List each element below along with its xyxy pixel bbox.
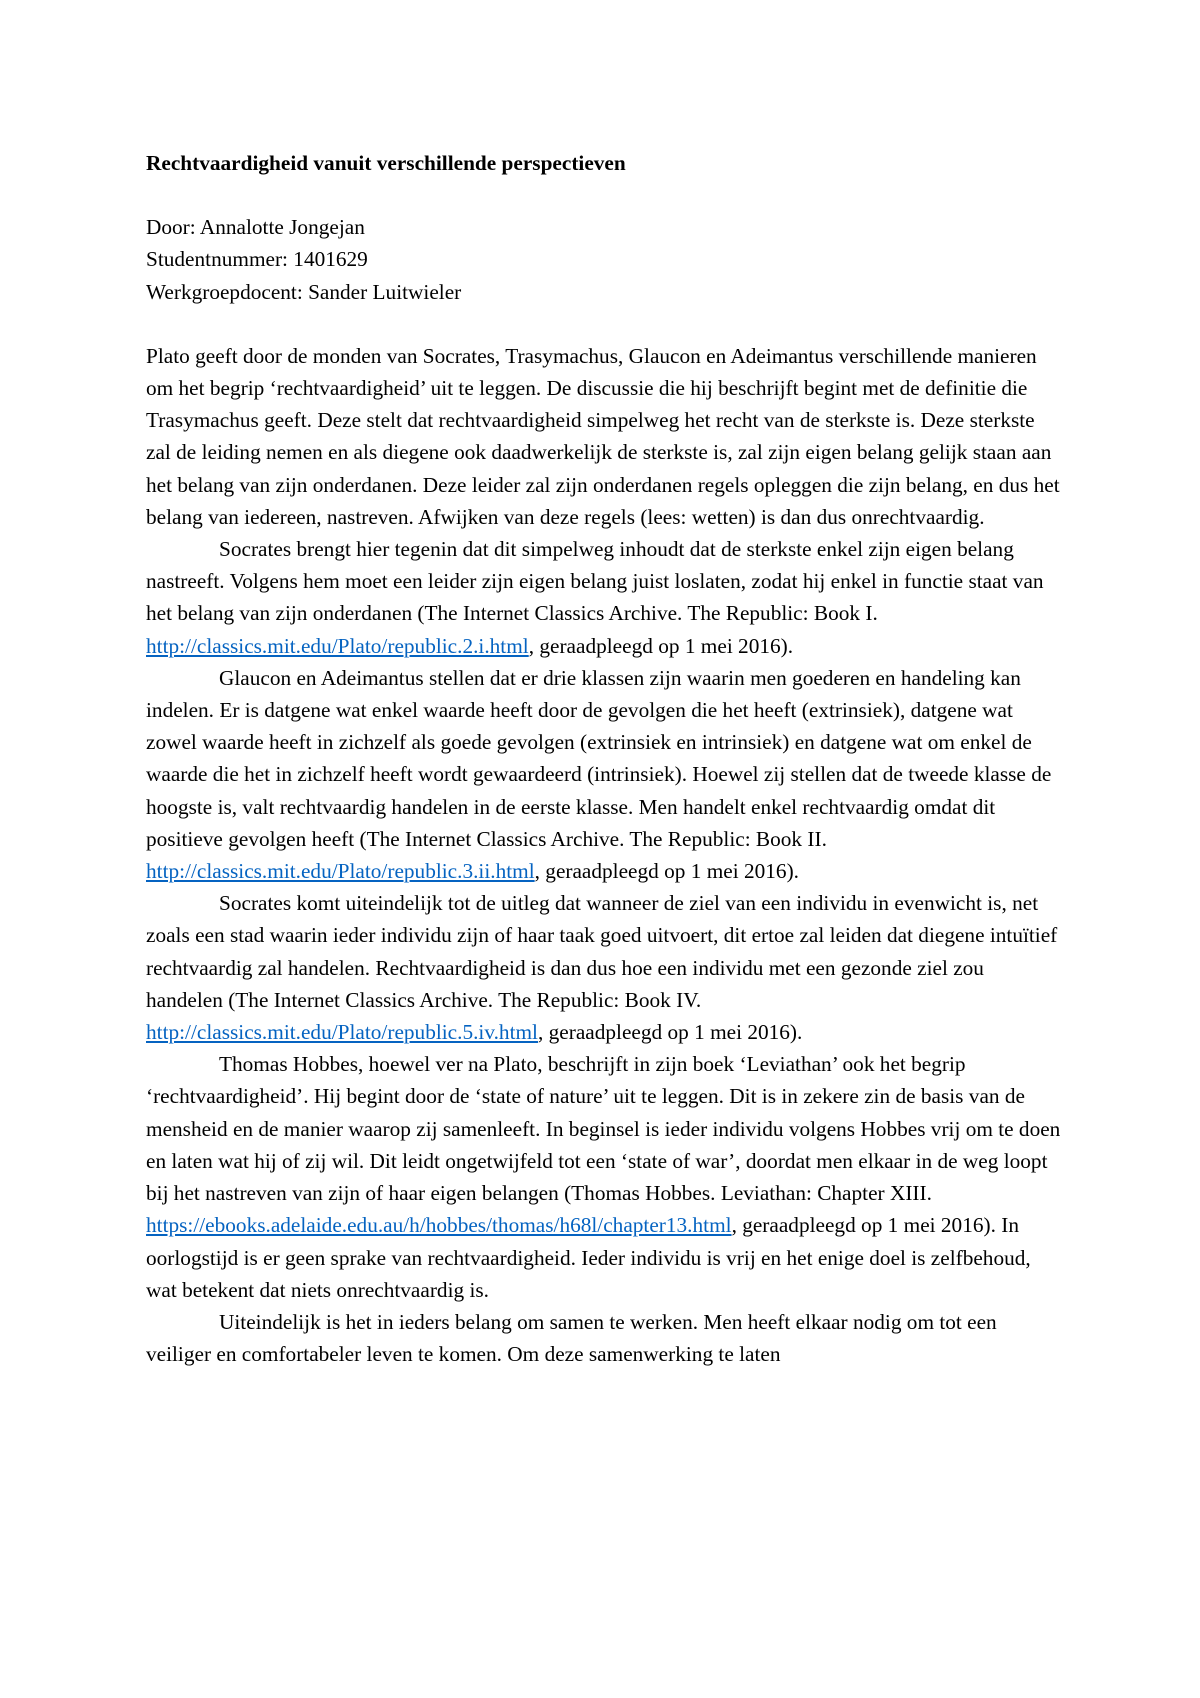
document-title: Rechtvaardigheid vanuit verschillende perspectieven: [146, 151, 626, 175]
paragraph-2: [146, 533, 1064, 662]
paragraph-3: [146, 662, 1064, 887]
document-meta: [146, 211, 1064, 308]
paragraph-4-tail: , geraadpleegd op 1 mei 2016).: [537, 1020, 803, 1045]
paragraph-5-tail: , geraadpleegd op 1 mei 2016). In oorlogstijd is er geen sprake van rechtvaardigheid. Ieder individu is vrij en het enige doel is zelfbehoud, wat betekent dat niets onrechtvaardig is.: [146, 1213, 1031, 1302]
paragraph-2-text: Socrates brengt hier tegenin dat dit simpelweg inhoudt dat de sterkste enkel zijn eigen belang nastreeft. Volgens hem moet een leider zijn eigen belang juist loslaten, zodat hij enkel in functie staat van het belang van zijn onderdanen (The Internet Classics Archive. The Republic: Book I.: [146, 537, 1044, 626]
student-number-line: Studentnummer: 1401629: [146, 247, 368, 272]
paragraph-5-text: Thomas Hobbes, hoewel ver na Plato, beschrijft in zijn boek ‘Leviathan’ ook het begrip ‘rechtvaardigheid’. Hij begint door de ‘state of nature’ uit te leggen. Dit is in zekere zin de basis van de mensheid en de manier waarop zij samenleeft. In beginsel is ieder individu volgens Hobbes vrij om te doen en laten wat hij of zij wil. Dit leidt ongetwijfeld tot een ‘state of war’, doordat men elkaar in de weg loopt bij het nastreven van zijn of haar eigen belangen (Thomas Hobbes. Leviathan: Chapter XIII.: [146, 1052, 1061, 1206]
document-body: [146, 147, 1064, 1370]
paragraph-4: [146, 887, 1064, 1048]
link-republic-book-1[interactable]: http://classics.mit.edu/Plato/republic.2.i.html: [146, 633, 529, 658]
paragraph-3-tail: , geraadpleegd op 1 mei 2016).: [534, 859, 799, 884]
paragraph-5: [146, 1048, 1064, 1306]
link-republic-book-2[interactable]: http://classics.mit.edu/Plato/republic.3.ii.html: [146, 859, 535, 884]
link-leviathan-chapter-13[interactable]: https://ebooks.adelaide.edu.au/h/hobbes/thomas/h68l/chapter13.html: [146, 1213, 732, 1238]
paragraph-1: Plato geeft door de monden van Socrates, Trasymachus, Glaucon en Adeimantus verschillende manieren om het begrip ‘rechtvaardigheid’ uit te leggen. De discussie die hij beschrijft begint met de definitie die Trasymachus geeft. Deze stelt dat rechtvaardigheid simpelweg het recht van de sterkste is. Deze sterkste zal de leiding nemen en als diegene ook daadwerkelijk de sterkste is, zal zijn eigen belang gelijk staan aan het belang van zijn onderdanen. Deze leider zal zijn onderdanen regels opleggen die zijn belang, en dus het belang van iedereen, nastreven. Afwijken van deze regels (lees: wetten) is dan dus onrechtvaardig.: [146, 343, 1060, 529]
teacher-line: Werkgroepdocent: Sander Luitwieler: [146, 279, 462, 304]
paragraph-4-text: Socrates komt uiteindelijk tot de uitleg dat wanneer de ziel van een individu in evenwicht is, net zoals een stad waarin ieder individu zijn of haar taak goed uitvoert, dit ertoe zal leiden dat diegene intuïtief rechtvaardig zal handelen. Rechtvaardigheid is dan dus hoe een individu met een gezonde ziel zou handelen (The Internet Classics Archive. The Republic: Book IV.: [146, 891, 1058, 1012]
author-line: Door: Annalotte Jongejan: [146, 215, 365, 240]
paragraph-2-tail: , geraadpleegd op 1 mei 2016).: [528, 633, 794, 658]
paragraph-3-text: Glaucon en Adeimantus stellen dat er drie klassen zijn waarin men goederen en handeling kan indelen. Er is datgene wat enkel waarde heeft door de gevolgen die het heeft (extrinsiek), datgene wat zowel waarde heeft in zichzelf als goede gevolgen (extrinsiek en intrinsiek) en datgene wat om enkel de waarde die het in zichzelf heeft wordt gewaardeerd (intrinsiek). Hoewel zij stellen dat de tweede klasse de hoogste is, valt rechtvaardig handelen in de eerste klasse. Men handelt enkel rechtvaardig omdat dit positieve gevolgen heeft (The Internet Classics Archive. The Republic: Book II.: [146, 665, 1052, 851]
link-republic-book-4[interactable]: http://classics.mit.edu/Plato/republic.5.iv.html: [146, 1020, 538, 1045]
paragraph-6: Uiteindelijk is het in ieders belang om samen te werken. Men heeft elkaar nodig om tot een veiliger en comfortabeler leven te komen. Om deze samenwerking te laten: [146, 1309, 997, 1367]
